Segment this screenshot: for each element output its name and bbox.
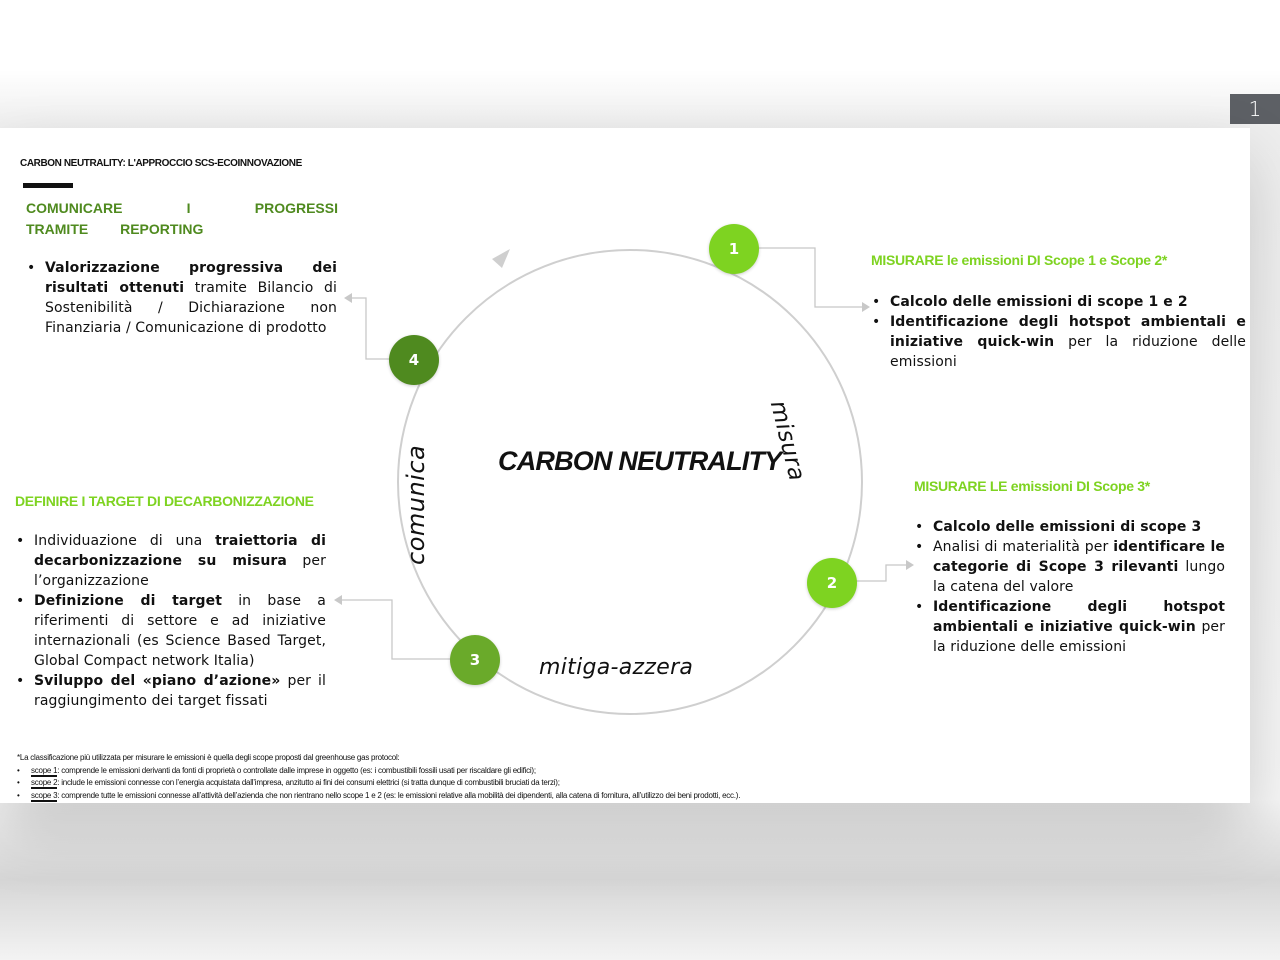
step-4-list xyxy=(25,258,337,338)
step-4-number: 4 xyxy=(408,351,420,369)
footnote-scope-3: • scope 3: comprende tutte le emissioni connesse all’attività dell’azienda che non rientrano nello scope 1 e 2 (es: le emissioni relative alla mobilità dei dipendenti, alla catena di fornitura, all’utilizzo dei beni prodotti, ecc.). xyxy=(17,790,740,803)
list-item: • Definizione di target in base a riferimenti di settore e ad iniziative internazionali (es Science Based Target, Global Compact network Italia) xyxy=(14,591,326,671)
list-item: • Calcolo delle emissioni di scope 1 e 2 xyxy=(870,292,1246,312)
step-4-heading: COMUNICARE I PROGRESSI TRAMITE REPORTING xyxy=(26,200,338,237)
step-2-number: 2 xyxy=(826,574,838,592)
center-title: CARBON NEUTRALITY xyxy=(498,446,782,476)
cycle-label-misura: misura xyxy=(764,398,810,484)
cycle-label-comunica: comunica xyxy=(402,444,430,565)
step-4-badge xyxy=(389,335,439,385)
list-item: • Individuazione di una traiettoria di decarbonizzazione su misura per l’organizzazione xyxy=(14,531,326,591)
step-3-badge xyxy=(450,635,500,685)
step-2-list xyxy=(913,517,1225,657)
step-3-number: 3 xyxy=(469,651,481,669)
step-2-badge xyxy=(807,558,857,608)
step-1-list xyxy=(870,292,1246,372)
step-2-heading: MISURARE LE emissioni DI Scope 3* xyxy=(914,478,1150,494)
step-1-number: 1 xyxy=(728,240,740,258)
footnote-intro: *La classificazione più utilizzata per misurare le emissioni è quella degli scope proposti dal greenhouse gas protocol: xyxy=(17,753,400,762)
connector-4 xyxy=(352,298,390,359)
step-1-heading: MISURARE le emissioni DI Scope 1 e Scope 2* xyxy=(871,252,1167,268)
slide xyxy=(0,128,1250,803)
cycle-arrowhead xyxy=(492,249,510,268)
list-item: • Sviluppo del «piano d’azione» per il raggiungimento dei target fissati xyxy=(14,671,326,711)
list-item: • Analisi di materialità per identificare le categorie di Scope 3 rilevanti lungo la catena del valore xyxy=(913,537,1225,597)
connector-1 xyxy=(758,248,862,307)
list-item: • Calcolo delle emissioni di scope 3 xyxy=(913,517,1225,537)
footnote-scope-2: • scope 2: include le emissioni connesse con l’energia acquistata dall’impresa, anzitutto ai fini dei consumi elettrici (si tratta dunque di combustibili bruciati da terzi); xyxy=(17,777,740,790)
connector-2 xyxy=(856,565,906,581)
footnote xyxy=(17,752,740,802)
step-3-heading: DEFINIRE I TARGET DI DECARBONIZZAZIONE xyxy=(15,493,314,509)
list-item: • Identificazione degli hotspot ambientali e iniziative quick-win per la riduzione delle emissioni xyxy=(870,312,1246,372)
slide-title: CARBON NEUTRALITY: L'APPROCCIO SCS-ECOINNOVAZIONE xyxy=(20,158,302,169)
page-number-badge: 1 xyxy=(1230,94,1280,124)
list-item: • Valorizzazione progressiva dei risultati ottenuti tramite Bilancio di Sostenibilità / Dichiarazione non Finanziaria / Comunicazione di prodotto xyxy=(25,258,337,338)
step-1-badge xyxy=(709,224,759,274)
footnote-scope-1: • scope 1: comprende le emissioni derivanti da fonti di proprietà o controllate dalle imprese in oggetto (es: i combustibili fossili usati per riscaldare gli edifici); xyxy=(17,765,740,778)
cycle-label-mitiga-azzera: mitiga-azzera xyxy=(539,655,694,680)
list-item: • Identificazione degli hotspot ambientali e iniziative quick-win per la riduzione delle emissioni xyxy=(913,597,1225,657)
step-3-list xyxy=(14,531,326,711)
